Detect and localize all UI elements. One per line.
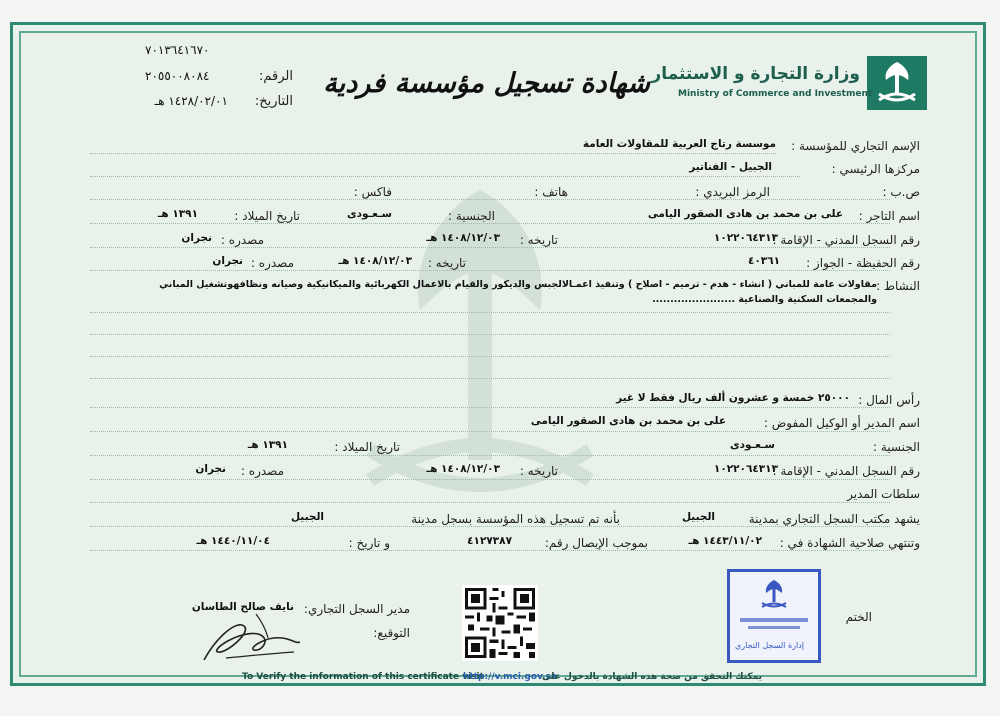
ministry-name-en: Ministry of Commerce and Investment [678,89,873,99]
passport-source-label: مصدره : [250,256,294,270]
receipt-label: بموجب الإيصال رقم: [544,536,648,550]
manager-authority-label: سلطات المدير [847,487,920,501]
receipt-value: ٤١٢٧٣٨٧ [467,535,512,547]
header-date-label: التاريخ: [254,94,293,109]
dotted-line [90,312,890,313]
dotted-line [90,526,890,527]
postal-code-label: الرمز البريدي : [695,185,770,199]
hq-value: الجبيل - الفناتير [689,161,772,173]
dotted-line [90,407,890,408]
ministry-logo-icon [867,56,927,110]
header-number-value: ٢٠٥٥٠٠٨٠٨٤ [145,69,210,83]
stamp-label: الختم [845,610,872,624]
phone-label: هاتف : [534,185,568,199]
civil-id-source-value: نجران [181,232,212,244]
certificate-title: شهادة تسجيل مؤسسة فردية [323,68,650,99]
attest-middle: بأنه تم تسجيل هذه المؤسسة بسجل مدينة [411,512,620,526]
merchant-value: على بن محمد بن هادى الصقور اليامى [647,208,843,220]
dotted-line [90,356,890,357]
manager-id-date-value: ١٤٠٨/١٢/٠٣ هـ [426,463,500,475]
passport-source-value: نجران [212,255,243,267]
registrar-name: نايف صالح الطاسان [191,601,294,613]
passport-date-value: ١٤٠٨/١٢/٠٣ هـ [338,255,412,267]
manager-id-date-label: تاريخه : [519,464,558,478]
registrar-label: مدير السجل التجاري: [303,602,410,616]
dotted-line [90,502,890,503]
stamp-text: إدارة السجل التجاري [735,641,804,650]
attest-city-2: الجبيل [290,511,324,523]
civil-id-value: ١٠٢٢٠٦٤٣١٣ [713,232,778,244]
expiry-label: وتنتهي صلاحية الشهادة في : [779,536,920,550]
nationality-label: الجنسية : [448,209,495,223]
manager-source-value: نجران [195,463,226,475]
passport-date-label: تاريخه : [427,256,466,270]
civil-id-source-label: مصدره : [220,233,264,247]
nationality-value: سـعـودى [346,208,392,220]
handwritten-signature [196,608,306,668]
activity-line-1: مقاولات عامة للمباني ( انشاء - هدم - ترميم - اصلاح ) وتنفيذ اعمـالالجبس والديكور والقيام بالاعمال الكهربائية والميكانيكية وصيانه ونظافهوتشغيل المباني [159,279,877,290]
header-number-label: الرقم: [259,69,293,84]
po-box-label: ص.ب : [882,185,920,199]
header-number-top: ٧٠١٣٦٤١٦٧٠ [145,43,210,57]
dotted-line [90,479,890,480]
birth-date-label: تاريخ الميلاد : [234,209,300,223]
manager-civil-id-value: ١٠٢٢٠٦٤٣١٣ [713,463,778,475]
manager-birth-label: تاريخ الميلاد : [334,440,400,454]
manager-value: على بن محمد بن هادى الصقور اليامى [530,415,726,427]
signature-label: التوقيع: [373,626,410,640]
ministry-name-ar: وزارة التجارة و الاستثمار [651,64,860,84]
capital-label: رأس المال : [858,393,920,407]
capital-value: ٢٥٠٠٠ خمسة و عشرون ألف ريال فقط لا غير [616,392,850,404]
dotted-line [90,270,890,271]
passport-value: ٤٠٣٦١ [747,255,780,267]
activity-label: النشاط : [876,279,920,293]
manager-nationality-value: سـعـودى [729,439,775,451]
passport-label: رقم الحفيظة - الجواز : [806,256,920,270]
and-date-value: ١٤٤٠/١١/٠٤ هـ [196,535,270,547]
qr-code [462,585,538,661]
dotted-line [90,378,890,379]
official-stamp [727,569,821,663]
dotted-line [90,153,776,154]
header-date-value: ١٤٢٨/٠٢/٠١ هـ [154,94,228,108]
attest-city: الجبيل [681,511,715,523]
dotted-line [90,334,890,335]
hq-label: مركزها الرئيسي : [831,162,920,176]
manager-nationality-label: الجنسية : [873,440,920,454]
dotted-line [90,431,890,432]
dotted-line [90,550,890,551]
trade-name-value: موسسة رتاج العربية للمقاولات العامة [582,138,776,150]
manager-civil-id-label: رقم السجل المدني - الإقامة : [772,464,920,478]
civil-id-date-value: ١٤٠٨/١٢/٠٣ هـ [426,232,500,244]
trade-name-label: الإسم التجاري للمؤسسة : [791,139,920,153]
merchant-label: اسم التاجر : [858,209,920,223]
dotted-line [90,223,890,224]
dotted-line [90,247,890,248]
dotted-line [90,455,890,456]
verify-text-ar: يمكنك التحقق من صحة هذه الشهادة بالدخول على [542,672,762,682]
attest-prefix: يشهد مكتب السجل التجاري بمدينة [748,512,920,526]
manager-source-label: مصدره : [240,464,284,478]
dotted-line [90,199,890,200]
fax-label: فاكس : [353,185,392,199]
and-date-label: و تاريخ : [348,536,390,550]
civil-id-label: رقم السجل المدني - الإقامة : [772,233,920,247]
birth-date-value: ١٣٩١ هـ [157,208,198,220]
manager-birth-value: ١٣٩١ هـ [247,439,288,451]
civil-id-date-label: تاريخه : [519,233,558,247]
verify-text-en: To Verify the information of this certificate visit [242,672,484,682]
manager-label: اسم المدير أو الوكيل المفوض : [763,416,920,430]
activity-line-2: والمجمعات السكنية والصناعية ....................... [652,294,877,305]
stamp-emblem-icon [730,576,818,636]
dotted-line [90,176,800,177]
expiry-value: ١٤٤٣/١١/٠٢ هـ [688,535,762,547]
verify-url-link[interactable]: http://v.mci.gov.sa [463,672,558,682]
